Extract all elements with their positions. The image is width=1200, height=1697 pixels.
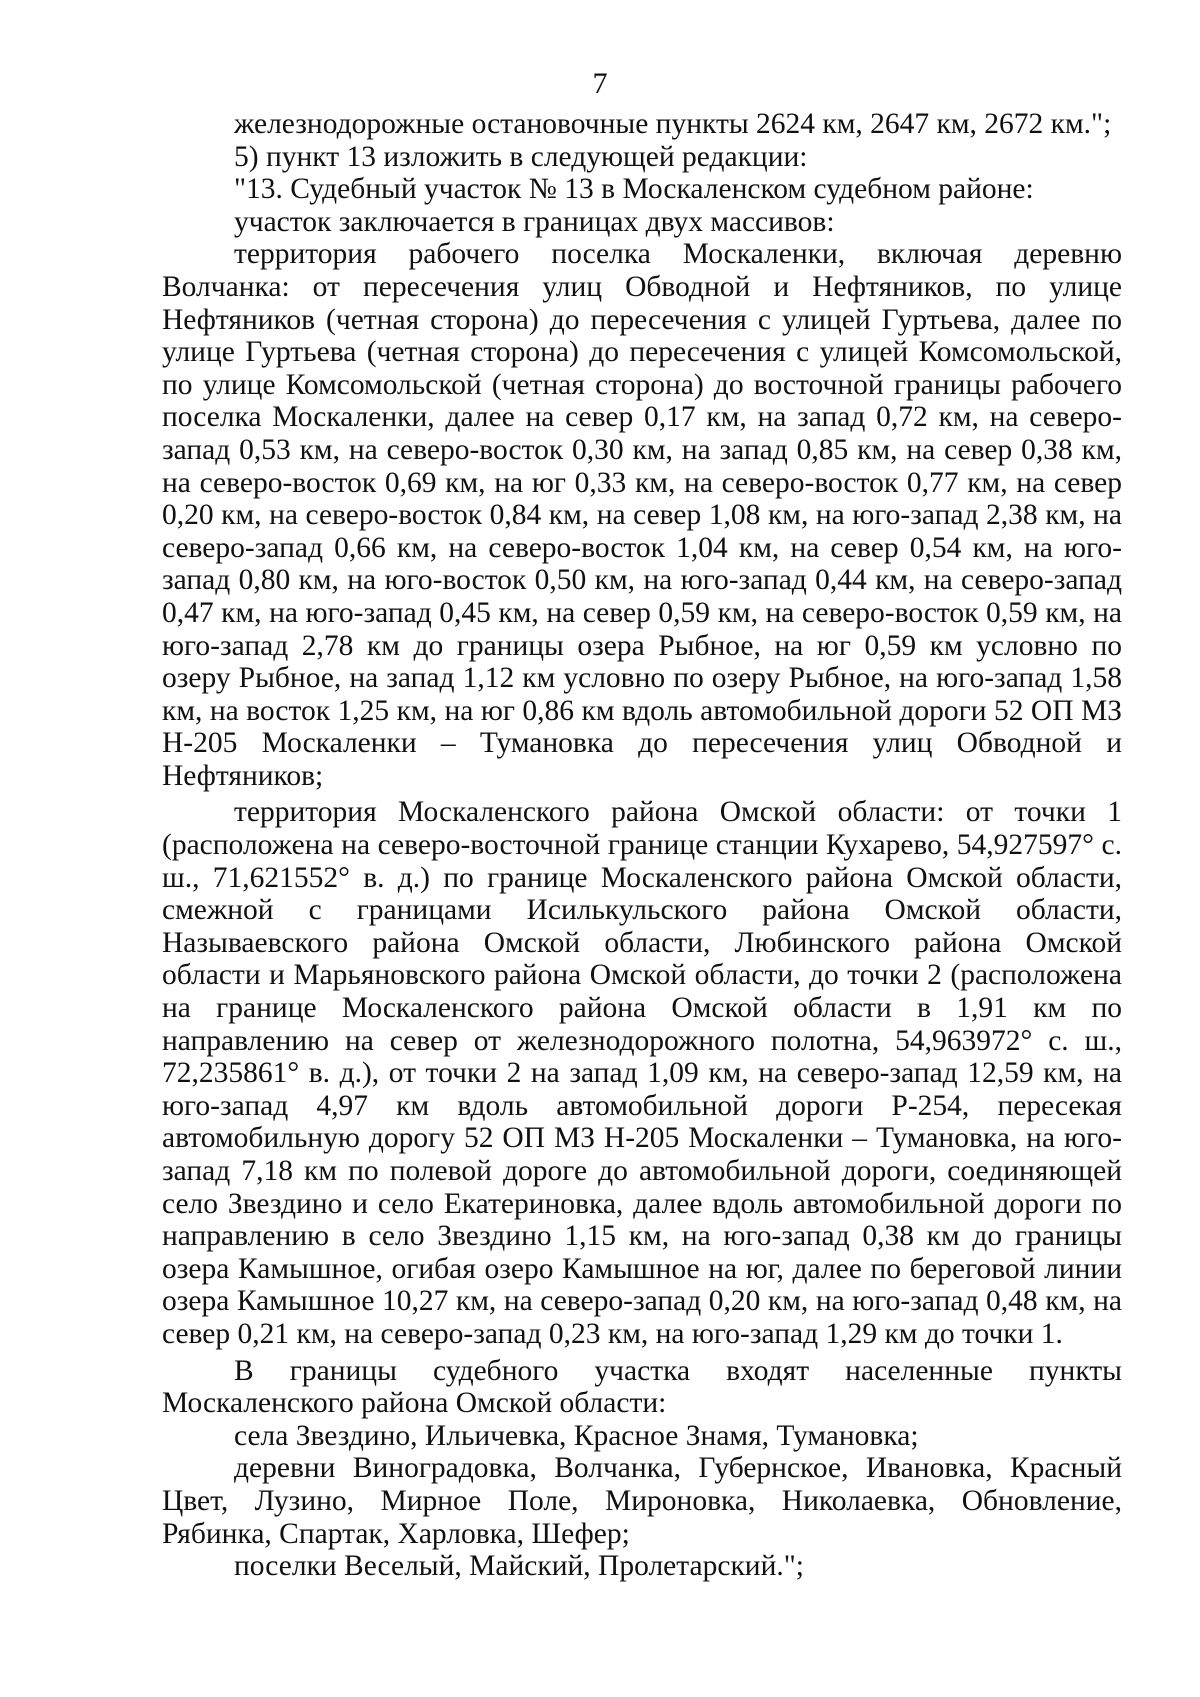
paragraph-settlements: поселки Веселый, Майский, Пролетарский."; — [234, 1550, 804, 1583]
paragraph-district-territory: территория Москаленского района Омской области: от точки 1 (расположена на северо-восточной границе станции Кухарево, 54,927597° с. ш., 71,621552° в. д.) по границе Москаленского района Омской области, смежной с границами Исилькульского района Омской области, Называевского района Омской области, Любинского района Омской области и Марьяновского района Омской области, до точки 2 (расположена на границе Москаленского района Омской области в 1,91 км по направлению на север от железнодорожного полотна, 54,963972° с. ш., 72,235861° в. д.), от точки 2 на запад 1,09 км, на северо-запад 12,59 км, на юго-запад 4,97 км вдоль автомобильной дороги Р-254, пересекая автомобильную дорогу 52 ОП МЗ Н-205 Москаленки – Тумановка, на юго-запад 7,18 км по полевой дороге до автомобильной дороги, соединяющей село Звездино и село Екатериновка, далее вдоль автомобильной дороги по направлению в село Звездино 1,15 км, на юго-запад 0,38 км до границы озера Камышное, огибая озеро Камышное на юг, далее по береговой линии озера Камышное 10,27 км, на северо-запад 0,20 км, на юго-запад 0,48 км, на север 0,21 км, на северо-запад 0,23 км, на юго-запад 1,29 км до точки 1. — [162, 796, 1122, 1350]
paragraph-moskalenki-territory: территория рабочего поселка Москаленки, включая деревню Волчанка: от пересечения улиц Обводной и Нефтяников, по улице Нефтяников (четная сторона) до пересечения с улицей Гуртьева, далее по улице Гуртьева (четная сторона) до пересечения с улицей Комсомольской, по улице Комсомольской (четная сторона) до восточной границы рабочего поселка Москаленки, далее на север 0,17 км, на запад 0,72 км, на северо-запад 0,53 км, на северо-восток 0,30 км, на запад 0,85 км, на север 0,38 км, на северо-восток 0,69 км, на юг 0,33 км, на северо-восток 0,77 км, на север 0,20 км, на северо-восток 0,84 км, на север 1,08 км, на юго-запад 2,38 км, на северо-запад 0,66 км, на северо-восток 1,04 км, на север 0,54 км, на юго-запад 0,80 км, на юго-восток 0,50 км, на юго-запад 0,44 км, на северо-запад 0,47 км, на юго-запад 0,45 км, на север 0,59 км, на северо-восток 0,59 км, на юго-запад 2,78 км до границы озера Рыбное, на юг 0,59 км условно по озеру Рыбное, на запад 1,12 км условно по озеру Рыбное, на юго-запад 1,58 км, на восток 1,25 км, на юг 0,86 км вдоль автомобильной дороги 52 ОП МЗ Н-205 Москаленки – Тумановка до пересечения улиц Обводной и Нефтяников; — [162, 238, 1122, 792]
paragraph-hamlets: деревни Виноградовка, Волчанка, Губернское, Ивановка, Красный Цвет, Лузино, Мирное Поле, Мироновка, Николаевка, Обновление, Рябинка, Спартак, Харловка, Шефер; — [162, 1452, 1122, 1550]
page-number: 7 — [592, 67, 608, 100]
paragraph-stops: железнодорожные остановочные пункты 2624 км, 2647 км, 2672 км."; — [234, 108, 1112, 140]
paragraph-villages: села Звездино, Ильичевка, Красное Знамя, Тумановка; — [234, 1419, 919, 1452]
paragraph-court-district-title: "13. Судебный участок № 13 в Москаленском судебном районе: — [234, 173, 1034, 206]
paragraph-two-areas: участок заключается в границах двух массивов: — [234, 205, 835, 238]
document-body — [162, 108, 1122, 1583]
paragraph-settlements-intro: В границы судебного участка входят населенные пункты Москаленского района Омской области: — [162, 1354, 1122, 1420]
paragraph-item-5: 5) пункт 13 изложить в следующей редакции: — [234, 140, 808, 173]
